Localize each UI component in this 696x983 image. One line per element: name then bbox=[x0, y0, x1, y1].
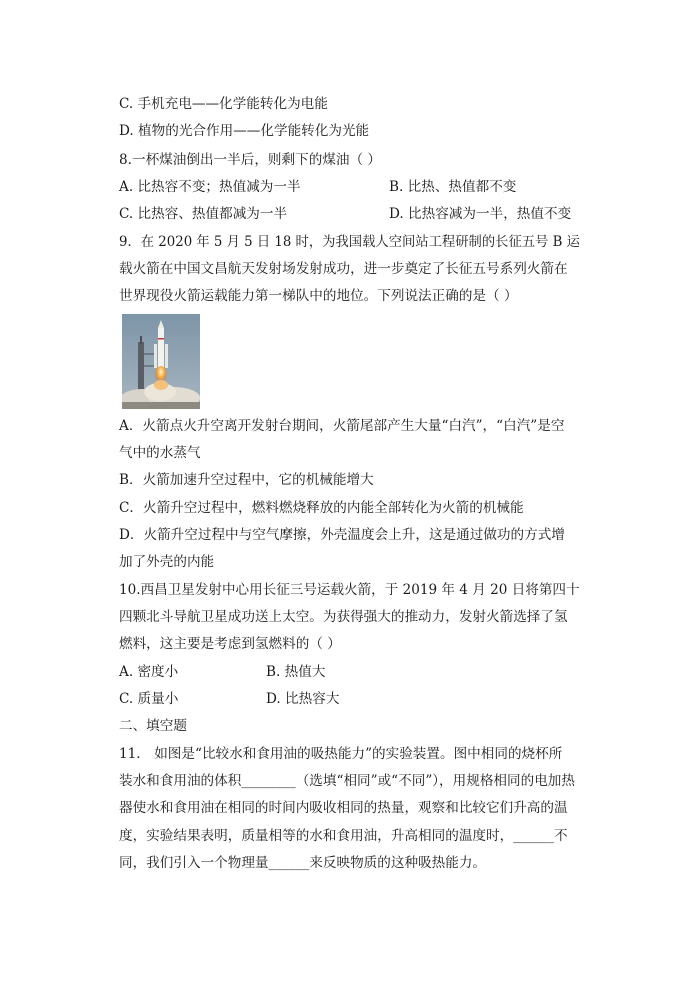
question-9-stem-line-3: 世界现役火箭运载能力第一梯队中的地位。下列说法正确的是（ ） bbox=[119, 288, 518, 304]
question-9-stem-line-1: 9．在 2020 年 5 月 5 日 18 时，为我国载人空间站工程研制的长征五号 B 运 bbox=[119, 234, 580, 250]
question-8-option-a: A. 比热容不变；热值减为一半 bbox=[119, 179, 301, 195]
question-11-line-1: 11． 如图是“比较水和食用油的吸热能力”的实验装置。图中相同的烧杯所 bbox=[119, 746, 563, 762]
question-10-option-b: B. 热值大 bbox=[266, 664, 326, 680]
question-8-option-d: D. 比热容减为一半，热值不变 bbox=[389, 206, 572, 222]
option-c-line: C. 手机充电——化学能转化为电能 bbox=[119, 96, 328, 112]
question-8-stem: 8.一杯煤油倒出一半后，则剩下的煤油（ ） bbox=[119, 152, 381, 168]
question-10-option-c: C. 质量小 bbox=[119, 691, 179, 707]
rocket-launch-photo bbox=[122, 314, 200, 409]
question-11-line-4: 度，实验结果表明，质量相等的水和食用油，升高相同的温度时，______不 bbox=[119, 828, 568, 844]
rocket-launch-image bbox=[122, 314, 200, 409]
question-10-option-a: A. 密度小 bbox=[119, 664, 179, 680]
question-9-option-a-line-1: A．火箭点火升空离开发射台期间，火箭尾部产生大量“白汽”，“白汽”是空 bbox=[119, 418, 565, 434]
question-10-option-d: D. 比热容大 bbox=[266, 691, 340, 707]
question-9-option-d-line-2: 加了外壳的内能 bbox=[119, 554, 215, 570]
question-9-option-c: C．火箭升空过程中，燃料燃烧释放的内能全部转化为火箭的机械能 bbox=[119, 500, 524, 516]
option-d-line: D. 植物的光合作用——化学能转化为光能 bbox=[119, 123, 370, 139]
question-11-line-3: 器使水和食用油在相同的时间内吸收相同的热量，观察和比较它们升高的温 bbox=[119, 800, 568, 816]
question-9-stem-line-2: 载火箭在中国文昌航天发射场发射成功，进一步奠定了长征五号系列火箭在 bbox=[119, 261, 568, 277]
question-9-option-d-line-1: D．火箭升空过程中与空气摩擦，外壳温度会上升，这是通过做功的方式增 bbox=[119, 527, 565, 543]
section-heading-fill-in: 二、填空题 bbox=[119, 718, 187, 734]
question-9-option-b: B．火箭加速升空过程中，它的机械能增大 bbox=[119, 472, 374, 488]
question-11-line-5: 同，我们引入一个物理量______来反映物质的这种吸热能力。 bbox=[119, 855, 487, 871]
question-9-option-a-line-2: 气中的水蒸气 bbox=[119, 445, 201, 461]
question-8-option-b: B. 比热、热值都不变 bbox=[389, 179, 517, 195]
question-10-stem-line-3: 燃料，这主要是考虑到氢燃料的（ ） bbox=[119, 636, 341, 652]
question-10-stem-line-1: 10.西昌卫星发射中心用长征三号运载火箭，于 2019 年 4 月 20 日将第四十 bbox=[119, 582, 580, 598]
question-10-stem-line-2: 四颗北斗导航卫星成功送上太空。为获得强大的推动力，发射火箭选择了氢 bbox=[119, 609, 568, 625]
question-11-line-2: 装水和食用油的体积________（选填“相同”或“不同”），用规格相同的电加热 bbox=[119, 773, 575, 789]
question-8-option-c: C. 比热容、热值都减为一半 bbox=[119, 206, 288, 222]
